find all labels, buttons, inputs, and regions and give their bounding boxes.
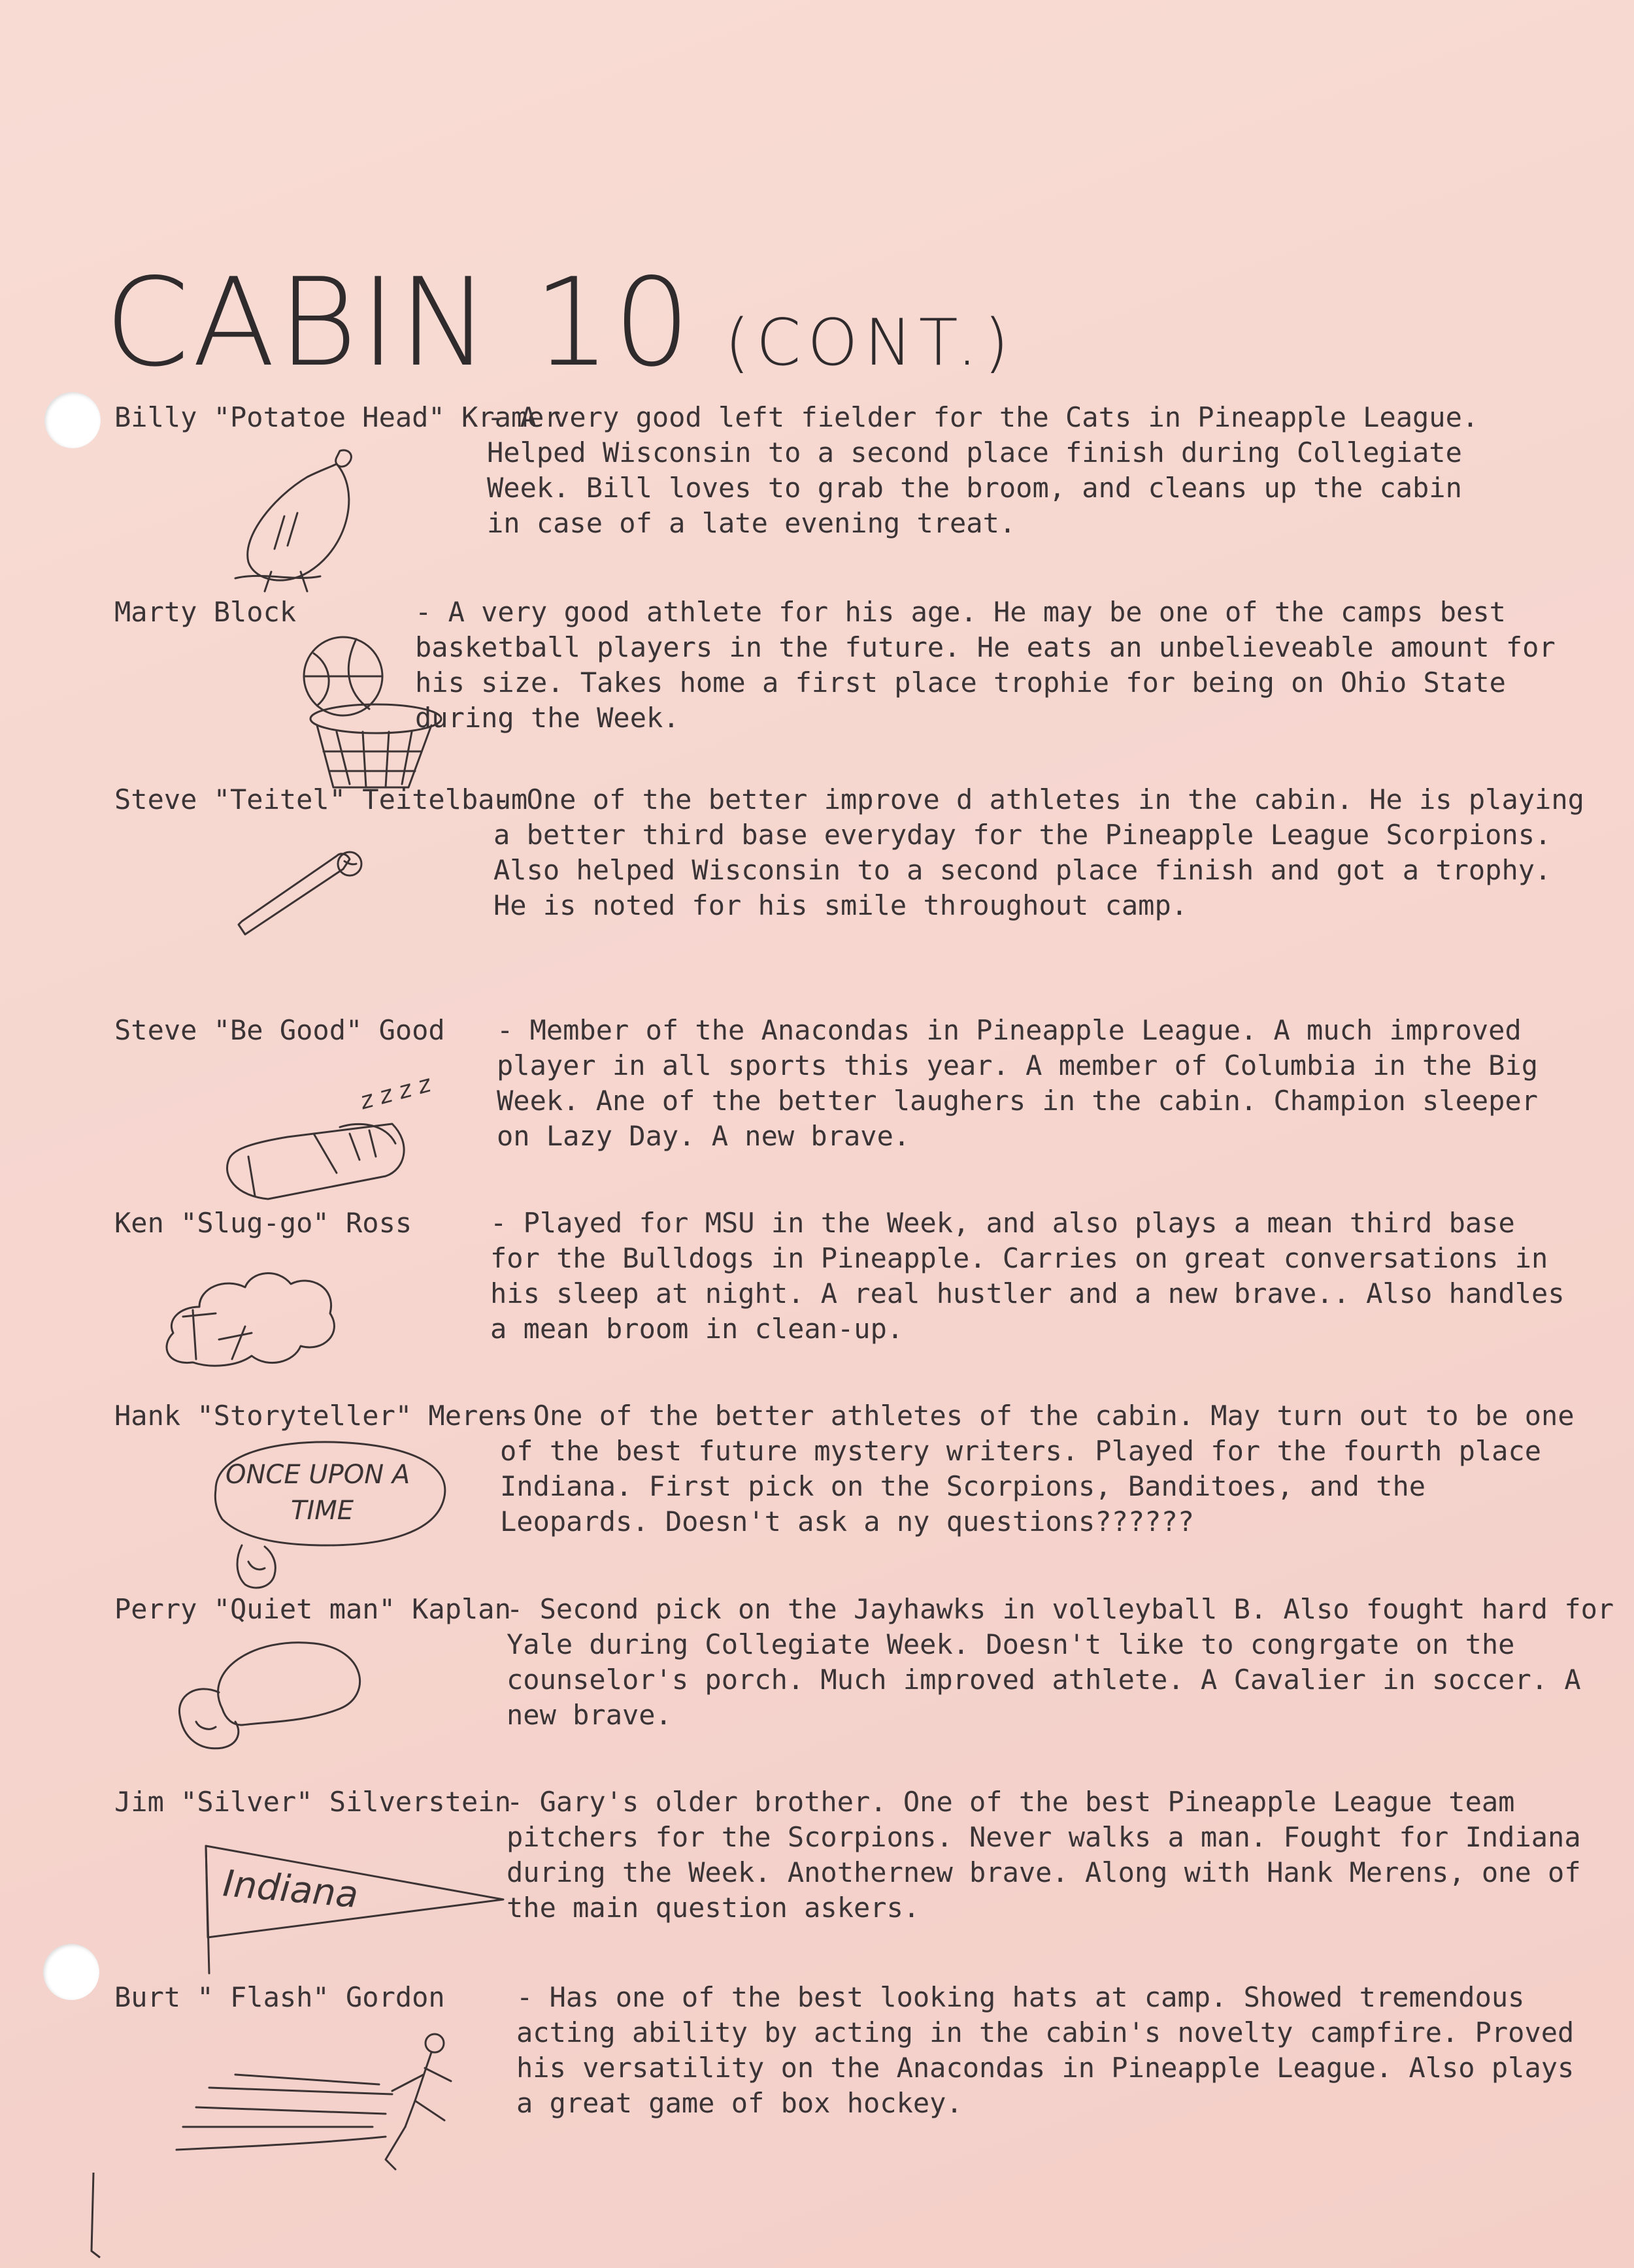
baseball-bat-icon — [232, 843, 376, 941]
page-title — [105, 252, 1015, 393]
entry-name: Steve "Be Good" Good — [114, 1014, 445, 1046]
binder-hole-bottom — [43, 1944, 99, 2000]
entry-billy-kramer — [114, 400, 1520, 539]
entry-description: - Has one of the best looking hats at camp. Showed tremendous acting ability by acting in the cabin's novelty campfire. Proved his versatility on the Anacondas in Pineapple League. Also plays a great game of box hockey. — [516, 1981, 1591, 2119]
entry-marty-block — [114, 595, 1573, 734]
entry-name: Marty Block — [114, 596, 297, 628]
indiana-pennant-icon — [196, 1826, 510, 1977]
entry-description: - Second pick on the Jayhawks in volleyball B. Also fought hard for Yale during Collegiate Week. Doesn't like to congrgate on the counselor's porch. Much improved athlete. A Cavalier in soccer. A new brave. — [507, 1593, 1631, 1731]
basketball-hoop-icon — [297, 627, 454, 797]
potato-head-icon — [209, 431, 379, 601]
entry-ken-ross — [114, 1206, 1581, 1345]
story-text-line2: TIME — [291, 1496, 354, 1526]
entry-name: Hank "Storyteller" Merens — [114, 1400, 528, 1432]
entry-steve-teitelbaum — [114, 782, 1601, 921]
entry-name: Ken "Slug-go" Ross — [114, 1207, 412, 1239]
sleep-zzz-text: z z z z — [357, 1070, 434, 1115]
sleeping-bed-icon — [209, 1045, 484, 1215]
margin-mark — [84, 2169, 103, 2261]
story-bubble-icon — [203, 1434, 464, 1594]
entry-description: - A very good left fielder for the Cats in Pineapple League. Helped Wisconsin to a second place finish during Collegiate Week. Bill loves to grab the broom, and cleans up the cabin in case of a late evening treat. — [487, 401, 1495, 539]
entry-name: Burt " Flash" Gordon — [114, 1981, 445, 2013]
entry-name: Jim "Silver" Silverstein — [114, 1786, 511, 1818]
entry-description: - Played for MSU in the Week, and also plays a mean third base for the Bulldogs in Pineapple. Carries on great conversations in his sleep at night. A real hustler and a new brave.. Also handles a mean broom in clean-up. — [490, 1207, 1581, 1345]
pennant-text: Indiana — [221, 1862, 360, 1917]
binder-hole-top — [44, 392, 101, 448]
running-man-icon — [170, 2029, 471, 2179]
title-text: CABIN 10 — [105, 252, 693, 393]
title-suffix: (CONT.) — [724, 306, 1016, 380]
entry-description: - One of the better athletes of the cabin. May turn out to be one of the best future mystery writers. Played for the fourth place Indiana. First pick on the Scorpions, Banditoes, and the Leopards. Doesn't ask a ny questions?????? — [500, 1400, 1591, 1537]
entry-description: - One of the better improve d athletes in the cabin. He is playing a better third base everyday for the Pineapple League Scorpions. Also helped Wisconsin to a second place finish and got a trophy. He is noted for his smile throughout camp. — [493, 783, 1601, 921]
entry-jim-silverstein — [114, 1784, 1597, 1924]
entry-name: Steve "Teitel" Teitelbaum — [114, 783, 528, 815]
entry-name: Perry "Quiet man" Kaplan — [114, 1593, 511, 1625]
story-text-line1: ONCE UPON A — [225, 1460, 410, 1490]
speech-cloud-icon — [154, 1248, 395, 1372]
entry-perry-kaplan — [114, 1592, 1631, 1731]
entry-description: - Member of the Anacondas in Pineapple League. A much improved player in all sports this year. A member of Columbia in the Big Week. Ane of the better laughers in the cabin. Champion sleeper on Lazy Day. A new brave. — [497, 1014, 1555, 1152]
entry-name: Billy "Potatoe Head" Kramer — [114, 401, 561, 433]
entry-description: - A very good athlete for his age. He may be one of the camps best basketball players in the future. He eats an unbelieveable amount for his size. Takes home a first place trophie for being on Ohio State during the Week. — [415, 596, 1573, 734]
empty-speech-bubble-icon — [170, 1630, 379, 1761]
entry-description: - Gary's older brother. One of the best Pineapple League team pitchers for the Scorpions. Never walks a man. Fought for Indiana during the Week. Anothernew brave. Along with Hank Merens, one of the main question askers. — [507, 1786, 1597, 1924]
entry-burt-gordon — [114, 1980, 1591, 2119]
